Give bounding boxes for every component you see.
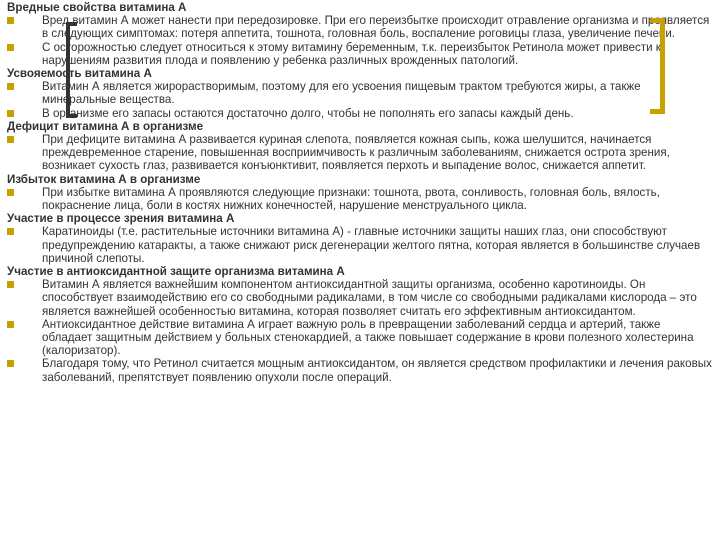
list-item <box>7 107 713 120</box>
bullet-square-icon <box>7 228 14 235</box>
section-heading: Усвояемость витамина А <box>7 67 152 81</box>
list-item-text: При избытке витамина А проявляются следующие признаки: тошнота, рвота, сонливость, головная боль, вялость, покраснение лица, боли в костях нижних конечностей, нарушение менструального цикла. <box>42 185 660 213</box>
list-item <box>7 14 713 40</box>
bullet-square-icon <box>7 136 14 143</box>
section-heading: Вредные свойства витамина А <box>7 1 187 14</box>
list-item-text: Витамин А является жирорастворимым, поэтому для его усвоения пищевым трактом требуются жиры, а также минеральные вещества. <box>42 80 641 107</box>
bullet-square-icon <box>7 17 14 24</box>
section-heading: Участие в процессе зрения витамина А <box>7 212 235 226</box>
list-item-text: Каратиноиды (т.е. растительные источники витамина А) - главные источники защиты наших глаз, они способствуют предупреждению катаракты, а также снижают риск дегенерации желтого пятна, которая является в большинстве случаев причиной слепоты. <box>42 225 701 265</box>
bullet-square-icon <box>7 110 14 117</box>
bullet-square-icon <box>7 281 14 288</box>
list-item-text: В организме его запасы остаются достаточно долго, чтобы не пополнять его запасы каждый день. <box>42 106 574 120</box>
bullet-square-icon <box>7 189 14 196</box>
list-item <box>7 80 713 106</box>
bullet-square-icon <box>7 360 14 367</box>
list-item-text: Вред витамин А может нанести при передозировке. При его переизбытке происходит отравление организма и проявляется в следующих симптомах: потеря аппетита, тошнота, головная боль, воспаление роговицы глаза, увеличение печени. <box>42 14 710 41</box>
section-heading: Участие в антиоксидантной защите организма витамина А <box>7 265 345 279</box>
bullet-square-icon <box>7 321 14 328</box>
list-item <box>7 318 713 358</box>
left-bracket-decoration <box>66 22 77 118</box>
list-item <box>7 357 713 383</box>
list-item <box>7 133 713 173</box>
section-heading: Дефицит витамина А в организме <box>7 119 204 133</box>
right-bracket-decoration <box>650 18 665 114</box>
list-item <box>7 278 713 318</box>
list-item-text: Витамин А является важнейшим компонентом антиоксидантной защиты организма, особенно каротиноиды. Он способствует взаимодействию его со свободными радикалами, в том числе со свободными радикалами кислорода – это является важнейшей особенностью витамина, которая позволяет считать его эффективным антиоксидантом. <box>42 278 697 318</box>
bullet-square-icon <box>7 83 14 90</box>
list-item-text: С осторожностью следует относиться к этому витамину беременным, т.к. переизбыток Ретинола может привести к нарушениям развития плода и появлению у ребенка различных врожденных патологий. <box>42 40 661 67</box>
list-item <box>7 225 713 265</box>
section-heading: Избыток витамина А в организме <box>7 172 201 186</box>
list-item-text: При дефиците витамина А развивается куриная слепота, появляется кожная сыпь, кожа шелушится, начинается преждевременное старение, повышенная восприимчивость к различным заболеваниям, снижается острота зрения, возникает сухость глаз, развивается конъюнктивит, появляется перхоть и выпадение волос, снижается аппетит. <box>42 133 670 173</box>
list-item-text: Антиоксидантное действие витамина А играет важную роль в превращении заболеваний сердца и артерий, также обладает защитным действием у больных стенокардией, а также повышает содержание в крови полезного холестерина (калоризатор). <box>42 317 694 358</box>
list-item-text: Благодаря тому, что Ретинол считается мощным антиоксидантом, он является средством профилактики и лечения раковых заболеваний, препятствует появлению опухоли после операций. <box>42 357 712 384</box>
list-item <box>7 186 713 212</box>
list-item <box>7 41 713 67</box>
document-content <box>7 1 713 384</box>
bullet-square-icon <box>7 44 14 51</box>
